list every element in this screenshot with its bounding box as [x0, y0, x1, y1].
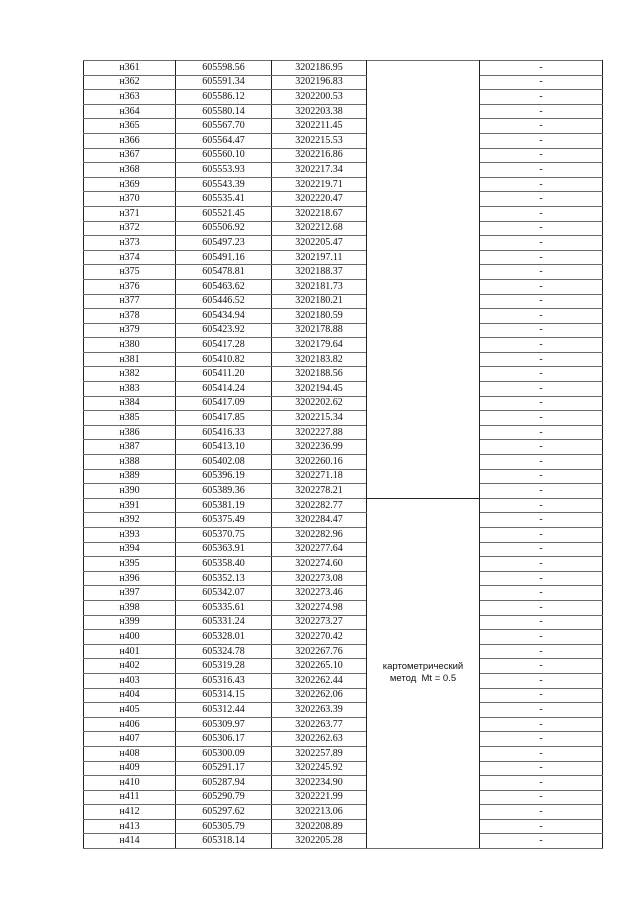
y-coordinate-cell: 3202262.63: [272, 732, 367, 747]
y-coordinate-cell: 3202260.16: [272, 455, 367, 470]
x-coordinate-cell: 605410.82: [176, 352, 272, 367]
table-row: [84, 250, 603, 265]
point-name-cell: н380: [84, 338, 176, 353]
table-row: [84, 819, 603, 834]
point-name-cell: н363: [84, 90, 176, 105]
accuracy-cell: -: [480, 221, 603, 236]
x-coordinate-cell: 605287.94: [176, 776, 272, 791]
x-coordinate-cell: 605314.15: [176, 688, 272, 703]
y-coordinate-cell: 3202220.47: [272, 192, 367, 207]
table-row: [84, 163, 603, 178]
x-coordinate-cell: 605553.93: [176, 163, 272, 178]
table-row: [84, 177, 603, 192]
y-coordinate-cell: 3202267.76: [272, 644, 367, 659]
y-coordinate-cell: 3202203.38: [272, 104, 367, 119]
point-name-cell: н393: [84, 528, 176, 543]
table-row: [84, 192, 603, 207]
x-coordinate-cell: 605328.01: [176, 630, 272, 645]
point-name-cell: н404: [84, 688, 176, 703]
y-coordinate-cell: 3202216.86: [272, 148, 367, 163]
table-row: [84, 673, 603, 688]
table-row: [84, 586, 603, 601]
x-coordinate-cell: 605417.28: [176, 338, 272, 353]
x-coordinate-cell: 605423.92: [176, 323, 272, 338]
accuracy-cell: -: [480, 513, 603, 528]
x-coordinate-cell: 605463.62: [176, 279, 272, 294]
point-name-cell: н392: [84, 513, 176, 528]
x-coordinate-cell: 605363.91: [176, 542, 272, 557]
table-row: [84, 206, 603, 221]
y-coordinate-cell: 3202188.56: [272, 367, 367, 382]
point-name-cell: н367: [84, 148, 176, 163]
table-row: [84, 323, 603, 338]
y-coordinate-cell: 3202218.67: [272, 206, 367, 221]
table-row: [84, 834, 603, 849]
accuracy-cell: -: [480, 250, 603, 265]
point-name-cell: н361: [84, 61, 176, 76]
point-name-cell: н407: [84, 732, 176, 747]
point-name-cell: н391: [84, 498, 176, 513]
point-name-cell: н373: [84, 236, 176, 251]
table-row: [84, 761, 603, 776]
y-coordinate-cell: 3202205.47: [272, 236, 367, 251]
accuracy-cell: -: [480, 382, 603, 397]
point-name-cell: н382: [84, 367, 176, 382]
accuracy-cell: -: [480, 615, 603, 630]
accuracy-cell: -: [480, 484, 603, 499]
x-coordinate-cell: 605591.34: [176, 75, 272, 90]
y-coordinate-cell: 3202257.89: [272, 746, 367, 761]
point-name-cell: н379: [84, 323, 176, 338]
y-coordinate-cell: 3202200.53: [272, 90, 367, 105]
x-coordinate-cell: 605564.47: [176, 133, 272, 148]
point-name-cell: н401: [84, 644, 176, 659]
accuracy-cell: -: [480, 455, 603, 470]
point-name-cell: н370: [84, 192, 176, 207]
point-name-cell: н369: [84, 177, 176, 192]
point-name-cell: н413: [84, 819, 176, 834]
y-coordinate-cell: 3202236.99: [272, 440, 367, 455]
x-coordinate-cell: 605305.79: [176, 819, 272, 834]
y-coordinate-cell: 3202180.59: [272, 309, 367, 324]
point-name-cell: н400: [84, 630, 176, 645]
point-name-cell: н374: [84, 250, 176, 265]
table-row: [84, 265, 603, 280]
point-name-cell: н377: [84, 294, 176, 309]
y-coordinate-cell: 3202227.88: [272, 425, 367, 440]
table-row: [84, 484, 603, 499]
y-coordinate-cell: 3202274.98: [272, 600, 367, 615]
x-coordinate-cell: 605381.19: [176, 498, 272, 513]
point-name-cell: н390: [84, 484, 176, 499]
x-coordinate-cell: 605586.12: [176, 90, 272, 105]
point-name-cell: н409: [84, 761, 176, 776]
accuracy-cell: -: [480, 542, 603, 557]
y-coordinate-cell: 3202263.39: [272, 703, 367, 718]
accuracy-cell: -: [480, 177, 603, 192]
table-row: [84, 498, 603, 513]
y-coordinate-cell: 3202284.47: [272, 513, 367, 528]
table-row: [84, 90, 603, 105]
accuracy-cell: -: [480, 732, 603, 747]
y-coordinate-cell: 3202262.44: [272, 673, 367, 688]
table-row: [84, 615, 603, 630]
table-row: [84, 630, 603, 645]
x-coordinate-cell: 605316.43: [176, 673, 272, 688]
y-coordinate-cell: 3202217.34: [272, 163, 367, 178]
table-row: [84, 440, 603, 455]
point-name-cell: н410: [84, 776, 176, 791]
accuracy-cell: -: [480, 163, 603, 178]
table-row: [84, 309, 603, 324]
table-row: [84, 776, 603, 791]
accuracy-cell: -: [480, 265, 603, 280]
accuracy-cell: -: [480, 367, 603, 382]
point-name-cell: н402: [84, 659, 176, 674]
x-coordinate-cell: 605506.92: [176, 221, 272, 236]
y-coordinate-cell: 3202282.96: [272, 528, 367, 543]
y-coordinate-cell: 3202181.73: [272, 279, 367, 294]
point-name-cell: н406: [84, 717, 176, 732]
accuracy-cell: -: [480, 61, 603, 76]
table-row: [84, 425, 603, 440]
y-coordinate-cell: 3202278.21: [272, 484, 367, 499]
y-coordinate-cell: 3202196.83: [272, 75, 367, 90]
y-coordinate-cell: 3202245.92: [272, 761, 367, 776]
x-coordinate-cell: 605331.24: [176, 615, 272, 630]
point-name-cell: н381: [84, 352, 176, 367]
x-coordinate-cell: 605291.17: [176, 761, 272, 776]
point-name-cell: н394: [84, 542, 176, 557]
y-coordinate-cell: 3202205.28: [272, 834, 367, 849]
table-row: [84, 294, 603, 309]
accuracy-cell: -: [480, 469, 603, 484]
table-row: [84, 352, 603, 367]
x-coordinate-cell: 605375.49: [176, 513, 272, 528]
accuracy-cell: -: [480, 586, 603, 601]
accuracy-cell: -: [480, 717, 603, 732]
table-row: [84, 542, 603, 557]
y-coordinate-cell: 3202183.82: [272, 352, 367, 367]
y-coordinate-cell: 3202262.06: [272, 688, 367, 703]
y-coordinate-cell: 3202186.95: [272, 61, 367, 76]
x-coordinate-cell: 605580.14: [176, 104, 272, 119]
point-name-cell: н397: [84, 586, 176, 601]
point-name-cell: н383: [84, 382, 176, 397]
accuracy-cell: -: [480, 104, 603, 119]
y-coordinate-cell: 3202273.08: [272, 571, 367, 586]
x-coordinate-cell: 605370.75: [176, 528, 272, 543]
x-coordinate-cell: 605521.45: [176, 206, 272, 221]
table-row: [84, 688, 603, 703]
point-name-cell: н366: [84, 133, 176, 148]
y-coordinate-cell: 3202213.06: [272, 805, 367, 820]
accuracy-cell: -: [480, 279, 603, 294]
y-coordinate-cell: 3202212.68: [272, 221, 367, 236]
table-row: [84, 104, 603, 119]
point-name-cell: н389: [84, 469, 176, 484]
x-coordinate-cell: 605318.14: [176, 834, 272, 849]
table-row: [84, 396, 603, 411]
y-coordinate-cell: 3202179.64: [272, 338, 367, 353]
accuracy-cell: -: [480, 192, 603, 207]
y-coordinate-cell: 3202208.89: [272, 819, 367, 834]
x-coordinate-cell: 605300.09: [176, 746, 272, 761]
point-name-cell: н368: [84, 163, 176, 178]
accuracy-cell: -: [480, 644, 603, 659]
accuracy-cell: -: [480, 600, 603, 615]
accuracy-cell: -: [480, 440, 603, 455]
accuracy-cell: -: [480, 630, 603, 645]
x-coordinate-cell: 605396.19: [176, 469, 272, 484]
x-coordinate-cell: 605560.10: [176, 148, 272, 163]
y-coordinate-cell: 3202221.99: [272, 790, 367, 805]
accuracy-cell: -: [480, 498, 603, 513]
point-name-cell: н396: [84, 571, 176, 586]
method-cell: [367, 498, 480, 848]
y-coordinate-cell: 3202188.37: [272, 265, 367, 280]
x-coordinate-cell: 605402.08: [176, 455, 272, 470]
x-coordinate-cell: 605389.36: [176, 484, 272, 499]
y-coordinate-cell: 3202180.21: [272, 294, 367, 309]
table-row: [84, 571, 603, 586]
x-coordinate-cell: 605535.41: [176, 192, 272, 207]
y-coordinate-cell: 3202215.34: [272, 411, 367, 426]
y-coordinate-cell: 3202211.45: [272, 119, 367, 134]
accuracy-cell: -: [480, 688, 603, 703]
point-name-cell: н386: [84, 425, 176, 440]
point-name-cell: н365: [84, 119, 176, 134]
accuracy-cell: -: [480, 352, 603, 367]
x-coordinate-cell: 605411.20: [176, 367, 272, 382]
accuracy-cell: -: [480, 703, 603, 718]
accuracy-cell: -: [480, 776, 603, 791]
x-coordinate-cell: 605306.17: [176, 732, 272, 747]
table-row: [84, 455, 603, 470]
y-coordinate-cell: 3202273.27: [272, 615, 367, 630]
accuracy-cell: -: [480, 819, 603, 834]
table-row: [84, 528, 603, 543]
point-name-cell: н412: [84, 805, 176, 820]
point-name-cell: н371: [84, 206, 176, 221]
x-coordinate-cell: 605358.40: [176, 557, 272, 572]
x-coordinate-cell: 605417.85: [176, 411, 272, 426]
table-row: [84, 732, 603, 747]
accuracy-cell: -: [480, 746, 603, 761]
accuracy-cell: -: [480, 805, 603, 820]
accuracy-cell: -: [480, 148, 603, 163]
y-coordinate-cell: 3202202.62: [272, 396, 367, 411]
x-coordinate-cell: 605416.33: [176, 425, 272, 440]
accuracy-cell: -: [480, 411, 603, 426]
table-row: [84, 805, 603, 820]
x-coordinate-cell: 605342.07: [176, 586, 272, 601]
x-coordinate-cell: 605567.70: [176, 119, 272, 134]
table-row: [84, 703, 603, 718]
accuracy-cell: -: [480, 75, 603, 90]
table-row: [84, 119, 603, 134]
point-name-cell: н408: [84, 746, 176, 761]
x-coordinate-cell: 605324.78: [176, 644, 272, 659]
point-name-cell: н414: [84, 834, 176, 849]
x-coordinate-cell: 605446.52: [176, 294, 272, 309]
method-cell-empty: [367, 61, 480, 499]
x-coordinate-cell: 605478.81: [176, 265, 272, 280]
accuracy-cell: -: [480, 133, 603, 148]
table-row: [84, 746, 603, 761]
table-row: [84, 644, 603, 659]
table-row: [84, 659, 603, 674]
accuracy-cell: -: [480, 206, 603, 221]
accuracy-cell: -: [480, 425, 603, 440]
coordinates-table-body: [84, 61, 603, 849]
point-name-cell: н411: [84, 790, 176, 805]
point-name-cell: н384: [84, 396, 176, 411]
x-coordinate-cell: 605335.61: [176, 600, 272, 615]
x-coordinate-cell: 605297.62: [176, 805, 272, 820]
accuracy-cell: -: [480, 338, 603, 353]
accuracy-cell: -: [480, 528, 603, 543]
point-name-cell: н399: [84, 615, 176, 630]
accuracy-cell: -: [480, 659, 603, 674]
x-coordinate-cell: 605497.23: [176, 236, 272, 251]
accuracy-cell: -: [480, 790, 603, 805]
accuracy-cell: -: [480, 834, 603, 849]
y-coordinate-cell: 3202215.53: [272, 133, 367, 148]
point-name-cell: н362: [84, 75, 176, 90]
y-coordinate-cell: 3202197.11: [272, 250, 367, 265]
x-coordinate-cell: 605491.16: [176, 250, 272, 265]
point-name-cell: н403: [84, 673, 176, 688]
method-label-line1: картометрический: [382, 661, 464, 673]
y-coordinate-cell: 3202274.60: [272, 557, 367, 572]
y-coordinate-cell: 3202265.10: [272, 659, 367, 674]
x-coordinate-cell: 605413.10: [176, 440, 272, 455]
x-coordinate-cell: 605434.94: [176, 309, 272, 324]
x-coordinate-cell: 605319.28: [176, 659, 272, 674]
y-coordinate-cell: 3202263.77: [272, 717, 367, 732]
table-row: [84, 513, 603, 528]
accuracy-cell: -: [480, 571, 603, 586]
accuracy-cell: -: [480, 323, 603, 338]
accuracy-cell: -: [480, 673, 603, 688]
table-row: [84, 338, 603, 353]
table-row: [84, 790, 603, 805]
table-row: [84, 75, 603, 90]
accuracy-cell: -: [480, 236, 603, 251]
coordinates-table: [83, 60, 603, 849]
y-coordinate-cell: 3202273.46: [272, 586, 367, 601]
table-row: [84, 717, 603, 732]
y-coordinate-cell: 3202270.42: [272, 630, 367, 645]
table-row: [84, 148, 603, 163]
point-name-cell: н375: [84, 265, 176, 280]
y-coordinate-cell: 3202234.90: [272, 776, 367, 791]
point-name-cell: н398: [84, 600, 176, 615]
y-coordinate-cell: 3202219.71: [272, 177, 367, 192]
table-row: [84, 279, 603, 294]
accuracy-cell: -: [480, 396, 603, 411]
x-coordinate-cell: 605414.24: [176, 382, 272, 397]
accuracy-cell: -: [480, 90, 603, 105]
point-name-cell: н364: [84, 104, 176, 119]
point-name-cell: н395: [84, 557, 176, 572]
table-row: [84, 469, 603, 484]
y-coordinate-cell: 3202178.88: [272, 323, 367, 338]
point-name-cell: н387: [84, 440, 176, 455]
x-coordinate-cell: 605352.13: [176, 571, 272, 586]
x-coordinate-cell: 605417.09: [176, 396, 272, 411]
x-coordinate-cell: 605312.44: [176, 703, 272, 718]
accuracy-cell: -: [480, 119, 603, 134]
table-row: [84, 367, 603, 382]
point-name-cell: н405: [84, 703, 176, 718]
accuracy-cell: -: [480, 294, 603, 309]
x-coordinate-cell: 605290.79: [176, 790, 272, 805]
x-coordinate-cell: 605543.39: [176, 177, 272, 192]
x-coordinate-cell: 605598.56: [176, 61, 272, 76]
point-name-cell: н376: [84, 279, 176, 294]
point-name-cell: н385: [84, 411, 176, 426]
y-coordinate-cell: 3202277.64: [272, 542, 367, 557]
y-coordinate-cell: 3202194.45: [272, 382, 367, 397]
table-row: [84, 133, 603, 148]
accuracy-cell: -: [480, 557, 603, 572]
table-row: [84, 236, 603, 251]
point-name-cell: н372: [84, 221, 176, 236]
accuracy-cell: -: [480, 761, 603, 776]
point-name-cell: н378: [84, 309, 176, 324]
table-row: [84, 557, 603, 572]
table-row: [84, 600, 603, 615]
y-coordinate-cell: 3202271.18: [272, 469, 367, 484]
table-row: [84, 61, 603, 76]
accuracy-cell: -: [480, 309, 603, 324]
y-coordinate-cell: 3202282.77: [272, 498, 367, 513]
table-row: [84, 221, 603, 236]
method-label-line2: метод Mt = 0.5: [389, 673, 457, 685]
table-row: [84, 411, 603, 426]
point-name-cell: н388: [84, 455, 176, 470]
x-coordinate-cell: 605309.97: [176, 717, 272, 732]
table-row: [84, 382, 603, 397]
